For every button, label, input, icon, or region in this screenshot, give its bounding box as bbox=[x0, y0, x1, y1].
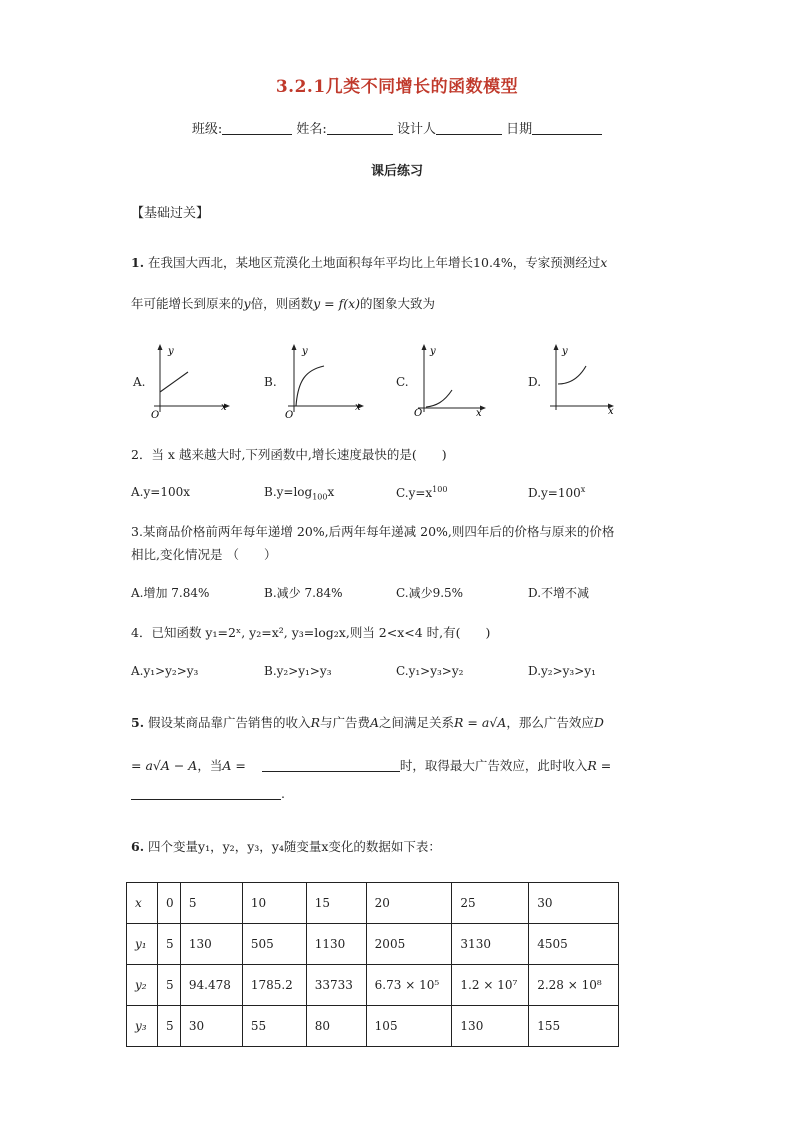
q1-graph-d bbox=[540, 340, 630, 420]
q1-graph-a bbox=[148, 340, 238, 420]
q6-line bbox=[131, 837, 441, 855]
q1-var-y: y bbox=[243, 296, 251, 311]
q1-text-2b: 倍，则函数 bbox=[250, 296, 314, 311]
q1-graph-a-x-label: x bbox=[221, 402, 227, 413]
q2-option-b-post: x bbox=[327, 485, 335, 499]
q1-text-1: 在我国大西北，某地区荒漠化土地面积每年平均比上年增长10.4%，专家预测经过 bbox=[148, 255, 601, 270]
q1-graph-d-y-label: y bbox=[562, 346, 568, 357]
q1-option-a-label: A. bbox=[133, 375, 146, 389]
table-cell: 2005 bbox=[366, 924, 452, 965]
q5-line3 bbox=[131, 786, 285, 801]
table-cell: 130 bbox=[452, 1006, 529, 1047]
table-cell: y₃ bbox=[127, 1006, 158, 1047]
q1-graph-c-y-label: y bbox=[430, 346, 436, 357]
q6-number: 6. bbox=[131, 839, 145, 854]
q1-graph-d-x-label: x bbox=[608, 406, 614, 417]
table-cell: 30 bbox=[180, 1006, 242, 1047]
q1-option-b-label: B. bbox=[264, 375, 277, 389]
q5-text-1d: ，那么广告效应 bbox=[506, 715, 594, 730]
q2-option-d-sup: x bbox=[580, 485, 586, 494]
q3-text-line2: 相比,变化情况是 （ ） bbox=[131, 547, 277, 562]
q5-relation: R = a√A bbox=[454, 715, 507, 730]
class-label: 班级: bbox=[191, 122, 223, 137]
table-cell: 20 bbox=[366, 883, 452, 924]
q2-option-c-pre: C.y=x bbox=[396, 486, 433, 500]
q2-option-b bbox=[264, 485, 334, 501]
q5-text-2a: ，当 bbox=[197, 758, 223, 773]
table-cell: 5 bbox=[180, 883, 242, 924]
table-cell: 30 bbox=[529, 883, 619, 924]
table-cell: 505 bbox=[242, 924, 306, 965]
table-cell: 1130 bbox=[306, 924, 366, 965]
q5-var-R: R bbox=[310, 715, 320, 730]
q5-eq-R: R = bbox=[587, 758, 612, 773]
section-title: 课后练习 bbox=[370, 164, 423, 179]
q5-text-2b: 时，取得最大广告效应，此时收入 bbox=[399, 758, 588, 773]
q4-option-c: C.y₁>y₃>y₂ bbox=[396, 664, 464, 678]
table-cell: 6.73 × 10⁵ bbox=[366, 965, 452, 1006]
q5-var-D: D bbox=[593, 715, 604, 730]
q2-option-d-pre: D.y=100 bbox=[528, 486, 581, 500]
q2-option-a: A.y=100x bbox=[131, 485, 190, 499]
q3-option-a: A.增加 7.84% bbox=[131, 586, 210, 600]
q1-number: 1. bbox=[131, 255, 145, 270]
q3-option-c: C.减少9.5% bbox=[396, 586, 464, 600]
q1-function: y = f(x) bbox=[313, 296, 361, 311]
q5-answer-blank-R[interactable] bbox=[131, 787, 281, 800]
basic-level-label: 【基础过关】 bbox=[131, 206, 210, 221]
q5-answer-blank-A[interactable] bbox=[262, 759, 400, 772]
table-cell: 1.2 × 10⁷ bbox=[452, 965, 529, 1006]
q4-text: 4．已知函数 y₁=2ˣ, y₂=x², y₃=log₂x,则当 2<x<4 时,有( ) bbox=[131, 625, 491, 640]
table-cell: 1785.2 bbox=[242, 965, 306, 1006]
table-row bbox=[127, 1006, 619, 1047]
q2-option-b-pre: B.y=log bbox=[264, 485, 313, 499]
q1-graph-a-origin: O bbox=[151, 410, 160, 420]
table-cell: y₁ bbox=[127, 924, 158, 965]
q5-effect-expr: = a√A − A bbox=[131, 758, 198, 773]
q1-option-c-label: C. bbox=[396, 375, 409, 389]
q1-graph-b bbox=[282, 340, 372, 420]
designer-label: 设计人 bbox=[396, 122, 436, 137]
table-row bbox=[127, 924, 619, 965]
table-cell: y₂ bbox=[127, 965, 158, 1006]
table-cell: 4505 bbox=[529, 924, 619, 965]
table-cell: 155 bbox=[529, 1006, 619, 1047]
q4-option-a: A.y₁>y₂>y₃ bbox=[131, 664, 199, 678]
table-row bbox=[127, 965, 619, 1006]
table-cell: 130 bbox=[180, 924, 242, 965]
q4-option-d: D.y₂>y₃>y₁ bbox=[528, 664, 596, 678]
table-cell: 0 bbox=[157, 883, 180, 924]
table-cell: 2.28 × 10⁸ bbox=[529, 965, 619, 1006]
q5-text-1c: 之间满足关系 bbox=[379, 715, 455, 730]
q2-option-c bbox=[396, 485, 447, 500]
q3-option-d: D.不增不减 bbox=[528, 586, 590, 600]
table-row bbox=[127, 883, 619, 924]
table-cell: 3130 bbox=[452, 924, 529, 965]
name-label: 姓名: bbox=[296, 122, 327, 137]
q1-graph-c-origin: O bbox=[414, 408, 423, 419]
table-cell: 94.478 bbox=[180, 965, 242, 1006]
q6-data-table bbox=[126, 882, 619, 1047]
q2-option-b-sub: 100 bbox=[312, 492, 328, 502]
q2-text: 2．当 x 越来越大时,下列函数中,增长速度最快的是( ) bbox=[131, 447, 447, 462]
q1-text-2c: 的图象大致为 bbox=[360, 296, 436, 311]
date-label: 日期 bbox=[506, 122, 533, 137]
page-title: 3.2.1几类不同增长的函数模型 bbox=[275, 77, 519, 97]
q5-line1 bbox=[131, 713, 604, 731]
q1-option-d-label: D. bbox=[528, 375, 542, 389]
q5-end: . bbox=[281, 786, 285, 801]
table-cell: 55 bbox=[242, 1006, 306, 1047]
table-cell: 33733 bbox=[306, 965, 366, 1006]
q1-text-2a: 年可能增长到原来的 bbox=[131, 296, 244, 311]
table-cell: 5 bbox=[157, 965, 180, 1006]
student-info-line bbox=[0, 118, 794, 137]
table-cell: 25 bbox=[452, 883, 529, 924]
q5-number: 5. bbox=[131, 715, 145, 730]
q5-eq-A: A = bbox=[222, 758, 246, 773]
table-cell: 10 bbox=[242, 883, 306, 924]
q1-var-x: x bbox=[600, 255, 608, 270]
q1-graph-b-y-label: y bbox=[302, 346, 308, 357]
q1-line2 bbox=[131, 294, 435, 312]
name-blank bbox=[327, 122, 393, 135]
q2-option-d bbox=[528, 485, 585, 500]
table-cell: 80 bbox=[306, 1006, 366, 1047]
q1-graph-a-y-label: y bbox=[168, 346, 174, 357]
q5-text-1a: 假设某商品靠广告销售的收入 bbox=[148, 715, 311, 730]
q2-option-c-sup: 100 bbox=[432, 485, 448, 494]
q4-option-b: B.y₂>y₁>y₃ bbox=[264, 664, 332, 678]
table-cell: 15 bbox=[306, 883, 366, 924]
q5-text-1b: 与广告费 bbox=[319, 715, 370, 730]
date-blank bbox=[532, 122, 602, 135]
table-cell: 5 bbox=[157, 924, 180, 965]
q3-option-b: B.减少 7.84% bbox=[264, 586, 343, 600]
designer-blank bbox=[436, 122, 502, 135]
q1-graph-b-x-label: x bbox=[355, 402, 361, 413]
class-blank bbox=[222, 122, 292, 135]
q1-graph-b-origin: O bbox=[285, 410, 294, 420]
q5-var-A: A bbox=[370, 715, 380, 730]
q5-line2 bbox=[131, 756, 611, 774]
q1-line1 bbox=[131, 253, 607, 271]
q1-graph-c-x-label: x bbox=[476, 408, 482, 419]
table-cell: x bbox=[127, 883, 158, 924]
table-cell: 105 bbox=[366, 1006, 452, 1047]
q1-graph-c bbox=[408, 340, 498, 420]
q3-text-line1: 3.某商品价格前两年每年递增 20%,后两年每年递减 20%,则四年后的价格与原来的价格 bbox=[131, 524, 615, 539]
q6-text: 四个变量y₁，y₂，y₃，y₄随变量x变化的数据如下表： bbox=[148, 839, 441, 854]
table-cell: 5 bbox=[157, 1006, 180, 1047]
